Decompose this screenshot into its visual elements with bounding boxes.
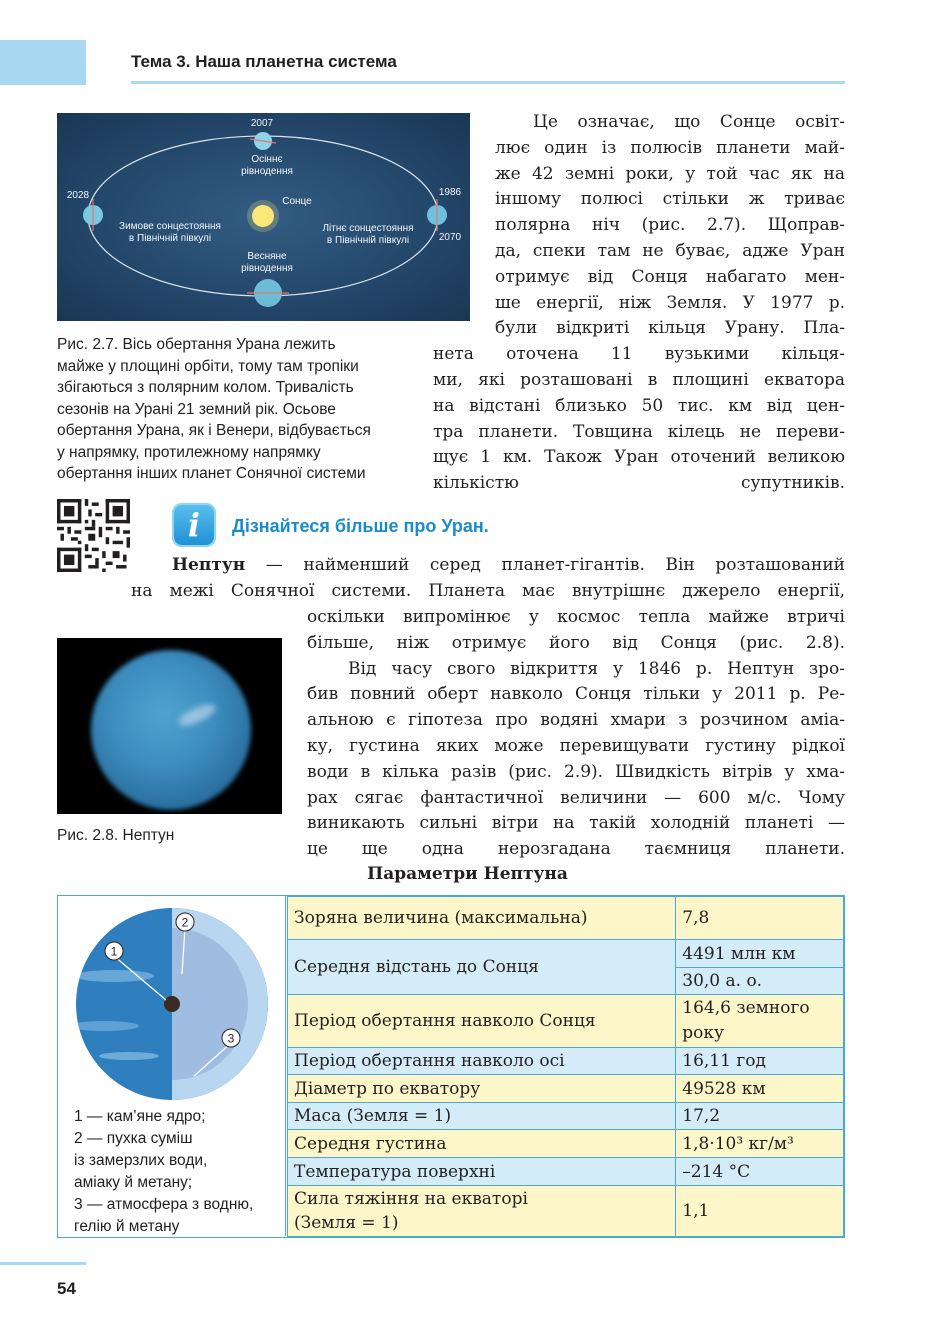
- text-line: да, спеки там не буває, адже Уран: [495, 240, 845, 261]
- param-value: 30,0 а. о.: [676, 968, 844, 995]
- footer-rule: [0, 1262, 86, 1265]
- text-line: це ще одна нерозгадана таємниця планети.: [307, 839, 845, 860]
- param-name: Період обертання навколо Сонця: [288, 995, 676, 1048]
- param-value: 164,6 земного року: [676, 995, 844, 1048]
- text-line: нета оточена 11 вузькими кільця-: [433, 344, 845, 365]
- text-line: кількістю супутників.: [433, 473, 845, 494]
- param-value: 16,11 год: [676, 1048, 844, 1075]
- table-row: [288, 1048, 844, 1075]
- param-value: 1,1: [676, 1186, 844, 1237]
- year-2028-label: 2028: [66, 190, 90, 201]
- figure-2-7-caption: Рис. 2.7. Вісь обертання Урана лежить майже у площині орбіти, тому там тропіки збігаються з полярним колом. Тривалість сезонів на Урані 21 земний рік. Осьове обертання Урана, як і Венери, відбувається у напрямку, протилежному напрямку обертання інших планет Сонячної системи: [57, 336, 371, 482]
- text-line: полярна ніч (рис. 2.7). Щоправ-: [495, 215, 845, 236]
- param-name: Середня густина: [288, 1130, 676, 1158]
- marker-2-label: 2: [181, 915, 189, 930]
- param-value: 1,8·10³ кг/м³: [676, 1130, 844, 1158]
- structure-diagram-cell: [58, 896, 286, 1236]
- text-line: отримує від Сонця набагато мен-: [495, 266, 845, 287]
- param-name: Сила тяжіння на екваторі (Земля = 1): [288, 1186, 676, 1237]
- param-name: Температура поверхні: [288, 1158, 676, 1186]
- summer-solstice-label: Літнє сонцестояння в Північній півкулі: [322, 223, 414, 246]
- table-row: [288, 1158, 844, 1186]
- text-fragment: — найменший серед планет-гігантів. Він розташований: [245, 555, 845, 575]
- text-line: ми, які розташовані в площині екватора: [433, 369, 845, 390]
- param-name: Період обертання навколо осі: [288, 1048, 676, 1075]
- parameters-grid: [287, 896, 844, 1237]
- param-value: 17,2: [676, 1103, 844, 1130]
- page-header-title: Тема 3. Наша планетна система: [131, 52, 397, 71]
- year-2070-label: 2070: [438, 232, 462, 243]
- param-name: Діаметр по екватору: [288, 1075, 676, 1103]
- param-value: –214 °С: [676, 1158, 844, 1186]
- param-name: Маса (Земля = 1): [288, 1103, 676, 1130]
- text-line: на межі Сонячної системи. Планета має внутрішнє джерело енергії,: [131, 580, 845, 601]
- text-line: на відстані близько 50 тис. км від цен-: [433, 395, 845, 416]
- autumn-equinox-label: Осіннє рівнодення: [241, 154, 293, 177]
- param-value: 4491 млн км: [676, 940, 844, 968]
- learn-more-uranus-link[interactable]: Дізнайтеся більше про Уран.: [232, 516, 489, 536]
- spring-equinox-label: Весняне рівнодення: [241, 251, 293, 274]
- table-row: [288, 1130, 844, 1158]
- table-row: [288, 995, 844, 1048]
- info-icon[interactable]: [172, 503, 216, 547]
- text-line: оскільки випромінює у космос тепла майже втричі: [307, 607, 845, 627]
- header-rule: [131, 81, 845, 84]
- orbit-diagram: [57, 113, 470, 321]
- text-line: рах сягає фантастичної величини — 600 м/с. Чому: [307, 787, 845, 808]
- marker-1-label: 1: [110, 944, 118, 959]
- text-line: Це означає, що Сонце освіт-: [533, 112, 845, 132]
- neptune-parameters-table: [57, 895, 845, 1238]
- sun-label: Сонце: [282, 196, 312, 207]
- neptune-paragraph: [307, 605, 845, 863]
- text-line: альною є гіпотеза про водяні хмари з розчином аміа-: [307, 710, 845, 731]
- text-line: були відкриті кільця Урану. Пла-: [495, 318, 845, 339]
- param-value: 7,8: [676, 897, 844, 940]
- text-line: іншому полюсі стільки ж триває: [495, 189, 845, 210]
- table-row: [288, 1186, 844, 1237]
- table-row: [288, 940, 844, 968]
- text-line: тра планети. Товщина кілець не переви-: [433, 421, 845, 442]
- winter-solstice-label: Зимове сонцестояння в Північній півкулі: [119, 221, 221, 244]
- uranus-paragraph: [433, 110, 845, 497]
- rocky-core: [164, 996, 180, 1012]
- diagram-legend: 1 — кам’яне ядро; 2 — пухка суміш із замерзлих води, аміаку й метану; 3 — атмосфера з водню, гелію й метану: [74, 1108, 254, 1235]
- year-2007-label: 2007: [250, 118, 274, 129]
- figure-2-8-caption: Рис. 2.8. Нептун: [57, 827, 175, 844]
- text-line: лює один із полюсів планети май-: [495, 137, 845, 158]
- text-line: щує 1 км. Також Уран оточений великою: [433, 447, 845, 468]
- figure-neptune-photo: [57, 638, 282, 814]
- text-line: води в кілька разів (рис. 2.9). Швидкість вітрів у хма-: [307, 761, 845, 782]
- neptune-bold-term: Нептун: [172, 555, 246, 575]
- text-line: Від часу свого відкриття у 1846 р. Нептун зро-: [348, 658, 845, 679]
- text-line: ку, густина яких може перевищувати густину рідкої: [307, 735, 845, 756]
- text-line: більше, ніж отримує його від Сонця (рис. 2.8).: [307, 632, 845, 653]
- qr-code-icon[interactable]: [57, 499, 130, 572]
- table-title: Параметри Нептуна: [367, 864, 568, 884]
- text-line: ше енергії, ніж Земля. У 1977 р.: [495, 292, 845, 313]
- param-name: Середня відстань до Сонця: [288, 940, 676, 995]
- neptune-planet-image: [91, 650, 251, 810]
- text-line: бив повний оберт навколо Сонця тільки у 2011 р. Ре-: [307, 684, 845, 705]
- text-line: виникають сильні вітри на такій холодній планеті —: [307, 813, 845, 834]
- param-value: 49528 км: [676, 1075, 844, 1103]
- header-tab-block: [0, 40, 86, 85]
- neptune-structure-diagram: [74, 906, 270, 1102]
- marker-3-label: 3: [227, 1031, 235, 1046]
- param-name: Зоряна величина (максимальна): [288, 897, 676, 940]
- text-line: же 42 земні роки, у той час як на: [495, 163, 845, 184]
- page-number: 54: [57, 1279, 76, 1298]
- year-1986-label: 1986: [438, 187, 462, 198]
- figure-uranus-orbit: [57, 113, 470, 321]
- table-row: [288, 1103, 844, 1130]
- table-row: [288, 897, 844, 940]
- sun-glow: [247, 200, 279, 232]
- info-glyph: i: [187, 506, 201, 544]
- neptune-intro: [131, 553, 845, 605]
- text-line: [131, 553, 845, 579]
- table-row: [288, 1075, 844, 1103]
